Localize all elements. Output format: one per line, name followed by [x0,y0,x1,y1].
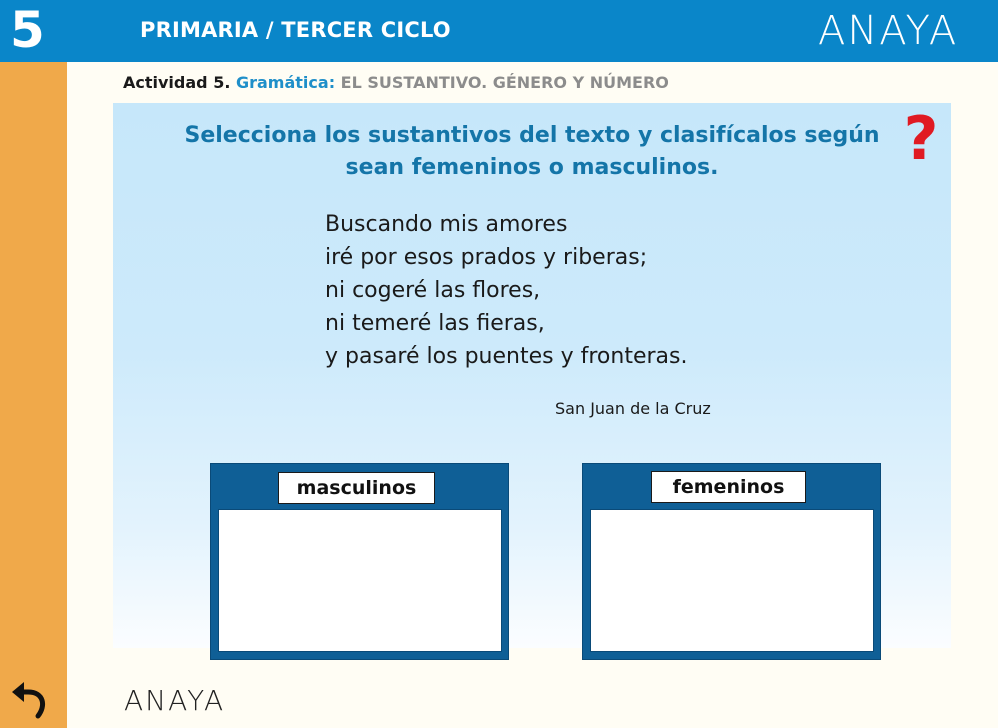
header-bar [0,0,998,62]
sidebar [0,62,67,728]
poem-word[interactable]: iré [325,245,354,270]
poem-punctuation: , [537,311,545,336]
masculine-label: masculinos [278,472,435,504]
poem-word[interactable]: y [543,245,557,270]
instruction-text [113,120,951,184]
anaya-logo: ANAYA [818,8,959,54]
masculine-box [210,463,509,660]
poem-punctuation: , [533,278,541,303]
poem-word[interactable]: flores [472,278,534,303]
poem-text [325,208,687,373]
poem-word[interactable]: Buscando [325,212,433,237]
poem-word[interactable]: mis [439,212,479,237]
anaya-footer-logo: ANAYA [124,684,226,717]
poem-word[interactable]: esos [403,245,454,270]
poem-word[interactable]: ni [325,311,346,336]
poem-word[interactable]: las [434,278,466,303]
instruction-line: sean femeninos o masculinos. [345,155,719,180]
feminine-box [582,463,881,660]
poem-author: San Juan de la Cruz [555,399,711,418]
poem-word[interactable]: los [426,344,458,369]
poem-word[interactable]: fronteras [580,344,681,369]
poem-line [325,340,687,373]
masculine-drop-area[interactable] [218,509,502,652]
poem-word[interactable]: puentes [464,344,554,369]
poem-word[interactable]: prados [460,245,537,270]
feminine-label: femeninos [651,471,806,503]
help-button[interactable] [898,106,944,172]
poem-line [325,274,687,307]
poem-word[interactable]: ni [325,278,346,303]
question-mark-icon: ? [903,104,939,174]
poem-word[interactable]: riberas [563,245,640,270]
poem-word[interactable]: pasaré [345,344,420,369]
poem-word[interactable]: las [438,311,470,336]
activity-topic: EL SUSTANTIVO. GÉNERO Y NÚMERO [340,73,669,92]
feminine-drop-area[interactable] [590,509,874,652]
poem-punctuation: . [680,344,688,369]
poem-word[interactable]: fieras [476,311,538,336]
poem-word[interactable]: temeré [352,311,432,336]
grade-number: 5 [10,1,45,59]
poem-line [325,208,687,241]
activity-area: Gramática: [235,73,336,92]
poem-word[interactable]: y [325,344,339,369]
back-button[interactable] [8,676,52,720]
poem-word[interactable]: y [560,344,574,369]
activity-title [123,72,669,94]
poem-line [325,307,687,340]
poem-word[interactable]: por [360,245,397,270]
poem-line [325,241,687,274]
instruction-line: Selecciona los sustantivos del texto y clasifícalos según [184,123,880,148]
activity-number: Actividad 5. [123,73,231,92]
poem-word[interactable]: cogeré [352,278,428,303]
back-arrow-icon [8,676,52,720]
poem-word[interactable]: amores [485,212,568,237]
poem-punctuation: ; [639,245,648,270]
cycle-title: PRIMARIA / TERCER CICLO [140,18,451,42]
